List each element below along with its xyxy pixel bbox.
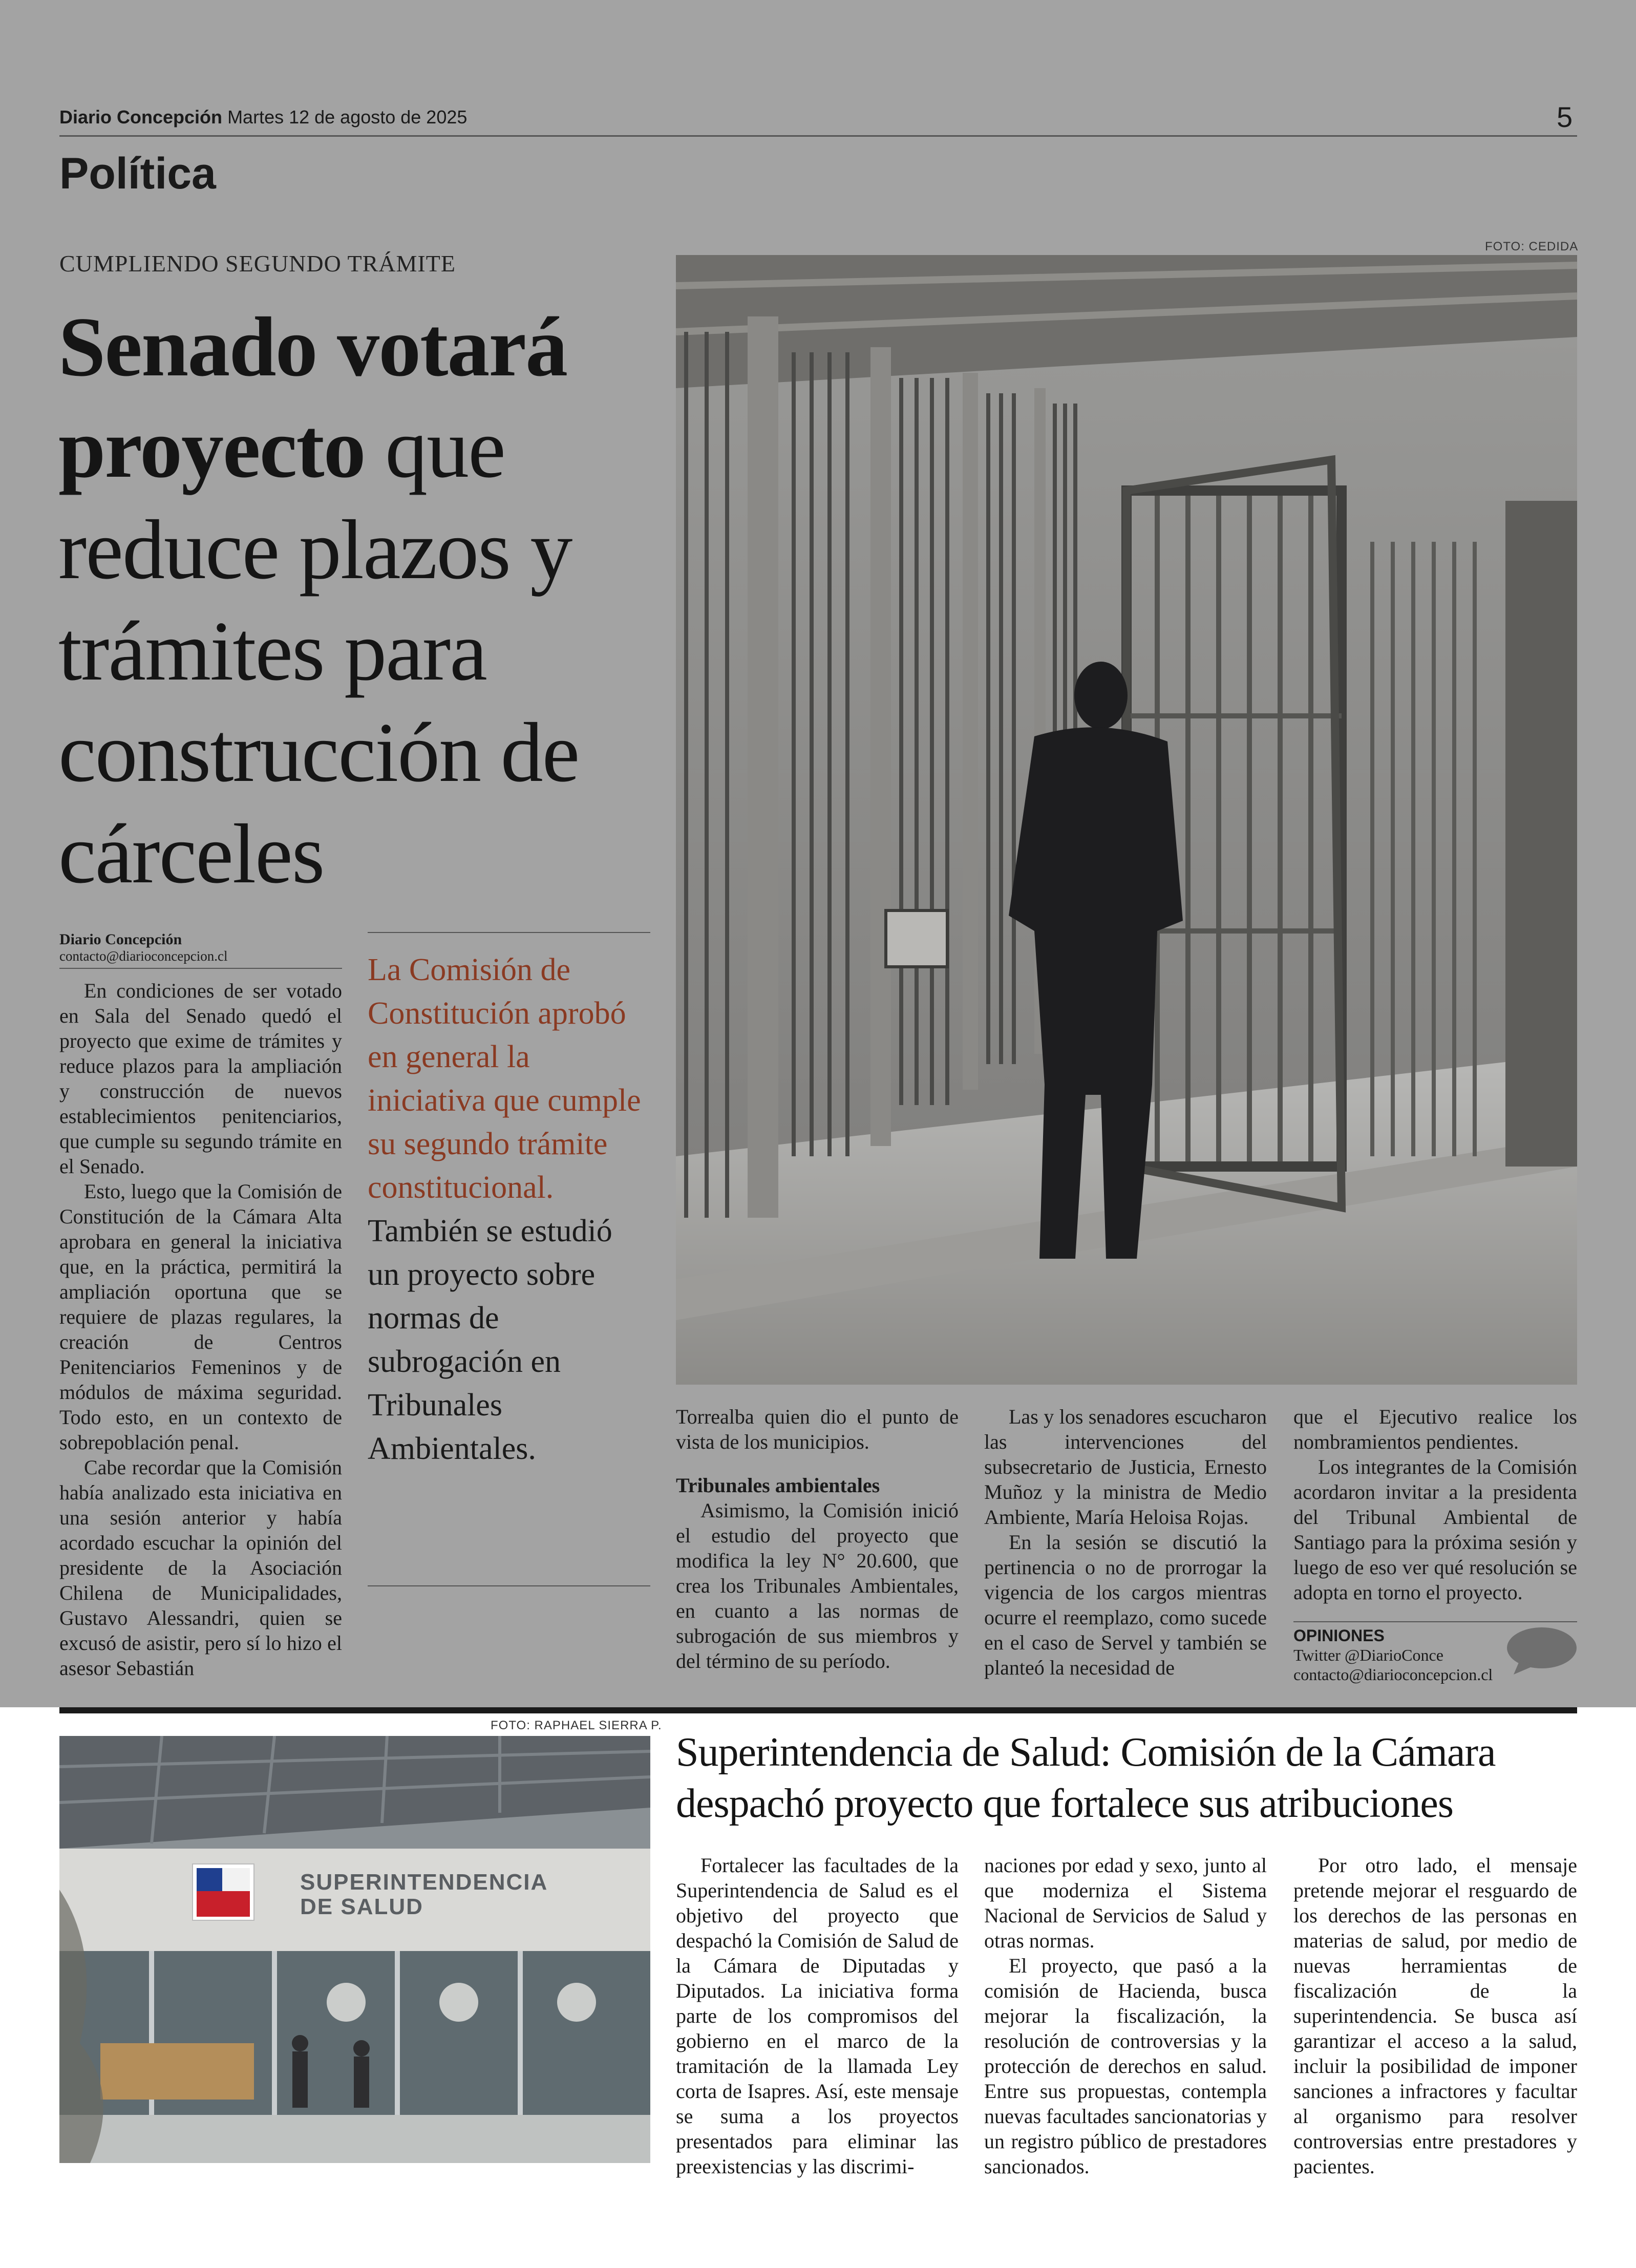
subhead: Tribunales ambientales <box>676 1474 880 1497</box>
header-rule <box>59 135 1577 137</box>
paragraph: Esto, luego que la Comisión de Constitución de la Cámara Alta aprobara en general la iniciativa que, en la práctica, permitirá la ampliación oportuna que se requiere de plazas regulares, la creación de Centros Penitenciarios Femeninos y de módulos de máxima seguridad. Todo esto, en un contexto de sobrepoblación penal. <box>59 1180 342 1454</box>
paragraph: Asimismo, la Comisión inició el estudio del proyecto que modifica la ley N° 20.600, que crea los Tribunales Ambientales, en cuanto a las normas de subrogación de sus miembros y del término de su período. <box>676 1499 959 1672</box>
headline-bold: Senado votará proyecto <box>58 300 567 495</box>
second-headline: Superintendencia de Salud: Comisión de la Cámara despachó proyecto que fortalece sus atribuciones <box>676 1730 1496 1826</box>
paragraph: Los integrantes de la Comisión acordaron invitar a la presidenta del Tribunal Ambiental de Santiago para la próxima sesión y luego de eso ver qué resolución se adopta en torno el proyecto. <box>1293 1455 1577 1604</box>
page-number: 5 <box>1557 101 1573 133</box>
pullquote-bottom-rule <box>368 1585 650 1586</box>
photo-sign: SUPERINTENDENCIA DE SALUD <box>300 1870 547 1919</box>
paragraph: que el Ejecutivo realice los nombramientos pendientes. <box>1293 1405 1577 1453</box>
paper-name: Diario Concepción <box>59 107 223 128</box>
main-col-3 <box>984 1404 1267 1680</box>
pullquote-black: También se estudió un proyecto sobre normas de subrogación en Tribunales Ambientales. <box>368 1214 612 1466</box>
headline <box>58 296 668 904</box>
superintendencia-photo <box>59 1736 650 2163</box>
folio <box>59 107 467 128</box>
pullquote-top-rule <box>368 932 650 933</box>
paragraph: Las y los senadores escucharon las intervenciones del subsecretario de Justicia, Ernesto Muñoz y la ministra de Medio Ambiente, María Heloisa Rojas. <box>984 1405 1267 1529</box>
paragraph: El proyecto, que pasó a la comisión de Hacienda, busca mejorar la fiscalización, la resolución de controversias y la protección de derechos en salud. Entre sus propuestas, contempla nuevas facultades sancionatorias y un registro público de prestadores sancionados. <box>984 1954 1267 2178</box>
paragraph: En condiciones de ser votado en Sala del Senado quedó el proyecto que exime de trámites y reduce plazos para la ampliación y construcción de nuevos establecimientos penitenciarios, que cumple su segundo trámite en el Senado. <box>59 979 342 1178</box>
pullquote-red: La Comisión de Constitución aprobó en general la iniciativa que cumple su segundo trámite constitucional. <box>368 952 641 1205</box>
paragraph: Torrealba quien dio el punto de vista de los municipios. <box>676 1405 959 1453</box>
byline-email: contacto@diarioconcepcion.cl <box>59 948 228 964</box>
headline-rest: que reduce plazos y trámites para construcción de cárceles <box>58 401 579 901</box>
superintendencia-photo-graphic <box>59 1736 650 2163</box>
paragraph: En la sesión se discutió la pertinencia o no de prorrogar la vigencia de los cargos mientras ocurre el reemplazo, como sucede en el caso de Servel y también se planteó la necesidad de <box>984 1531 1267 1679</box>
paragraph: naciones por edad y sexo, junto al que moderniza el Sistema Nacional de Servicios de Salud y otras normas. <box>984 1854 1267 1952</box>
speech-bubble-icon <box>1505 1626 1578 1678</box>
section-divider <box>59 1707 1577 1713</box>
main-col-2 <box>676 1404 959 1673</box>
paragraph: Cabe recordar que la Comisión había analizado esta iniciativa en una sesión anterior y había acordado escuchar la opinión del presidente de la Asociación Chilena de Municipalidades, Gustavo Alessandri, quien se excusó de asistir, pero sí lo hizo el asesor Sebastián <box>59 1456 342 1680</box>
byline-rule <box>59 968 342 969</box>
main-col-4 <box>1293 1404 1577 1605</box>
second-col-2 <box>984 1853 1267 2179</box>
opiniones-label: OPINIONES <box>1293 1626 1385 1645</box>
pullquote <box>368 948 650 1471</box>
second-col-3 <box>1293 1853 1577 2179</box>
paragraph: Fortalecer las facultades de la Superintendencia de Salud es el objetivo del proyecto que despachó la Comisión de Salud de la Cámara de Diputadas y Diputados. La iniciativa forma parte de los compromisos del gobierno en el marco de la tramitación de la llamada Ley corta de Isapres. Así, este mensaje se suma a los proyectos presentados para eliminar las preexistencias y las discrimi- <box>676 1854 959 2178</box>
second-col-1 <box>676 1853 959 2179</box>
prison-photo <box>676 255 1577 1385</box>
byline: Diario Concepción <box>59 931 182 948</box>
photo-credit: FOTO: CEDIDA <box>1485 240 1579 253</box>
opiniones-email: contacto@diarioconcepcion.cl <box>1293 1665 1493 1684</box>
opiniones-rule <box>1293 1621 1577 1622</box>
main-col-1 <box>59 978 342 1681</box>
issue-date: Martes 12 de agosto de 2025 <box>227 107 468 128</box>
photo-credit-2: FOTO: RAPHAEL SIERRA P. <box>491 1719 662 1732</box>
opiniones-twitter: Twitter @DiarioConce <box>1293 1646 1443 1664</box>
kicker: CUMPLIENDO SEGUNDO TRÁMITE <box>59 250 456 277</box>
paragraph: Por otro lado, el mensaje pretende mejorar el resguardo de los derechos de las personas en materias de salud, por medio de nuevas herramientas de fiscalización de la superintendencia. Se busca así garantizar el acceso a la salud, incluir la posibilidad de imponer sanciones a infractores y facultar al organismo para resolver controversias entre prestadores y pacientes. <box>1293 1854 1577 2178</box>
section-title: Política <box>59 149 216 198</box>
prison-photo-graphic <box>676 255 1577 1385</box>
